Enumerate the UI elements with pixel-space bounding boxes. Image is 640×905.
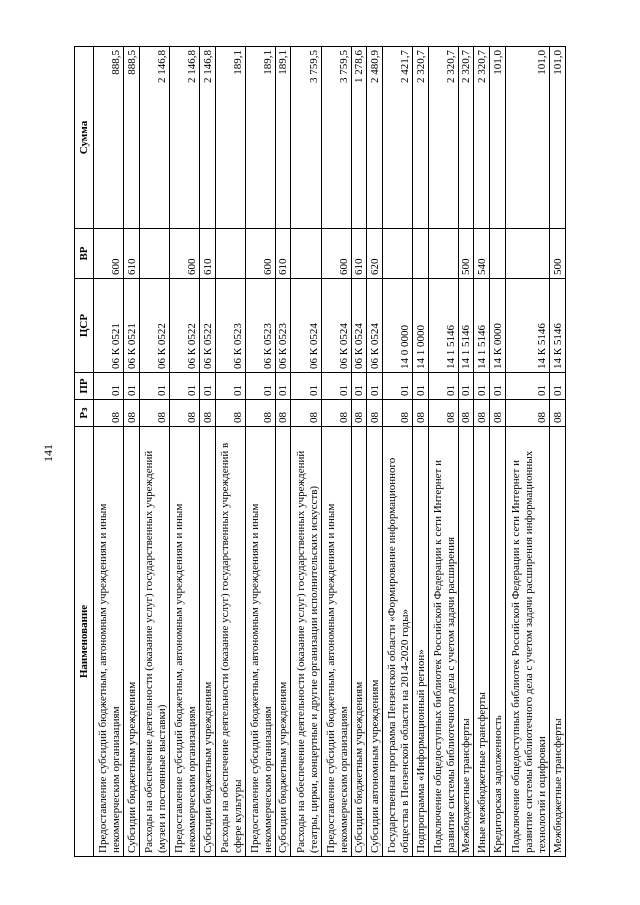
cell-pr: 01 bbox=[474, 373, 490, 400]
table-row bbox=[428, 47, 458, 857]
cell-vr: 600 bbox=[321, 229, 351, 279]
cell-csr: 14 К 5146 bbox=[505, 279, 550, 373]
cell-name: Межбюджетные трансферты bbox=[550, 427, 566, 857]
cell-sum: 2 421,7 bbox=[382, 47, 412, 229]
cell-rz: 08 bbox=[505, 400, 550, 427]
cell-rz: 08 bbox=[382, 400, 412, 427]
cell-sum: 3 759,5 bbox=[321, 47, 351, 229]
cell-rz: 08 bbox=[474, 400, 490, 427]
cell-csr: 06 К 0524 bbox=[321, 279, 351, 373]
cell-vr: 610 bbox=[351, 229, 367, 279]
cell-rz: 08 bbox=[199, 400, 215, 427]
cell-sum: 2 320,7 bbox=[474, 47, 490, 229]
table-row bbox=[550, 47, 566, 857]
table-row bbox=[124, 47, 140, 857]
cell-pr: 01 bbox=[245, 373, 275, 400]
cell-rz: 08 bbox=[550, 400, 566, 427]
table-row bbox=[413, 47, 429, 857]
table-row bbox=[367, 47, 383, 857]
cell-name: Предоставление субсидий бюджетным, автономным учреждениям и иным некоммерческим организациям bbox=[321, 427, 351, 857]
cell-pr: 01 bbox=[505, 373, 550, 400]
cell-pr: 01 bbox=[124, 373, 140, 400]
cell-csr: 14 К 0000 bbox=[490, 279, 506, 373]
cell-sum: 2 320,7 bbox=[428, 47, 458, 229]
cell-vr: 540 bbox=[474, 229, 490, 279]
table-row bbox=[245, 47, 275, 857]
cell-pr: 01 bbox=[169, 373, 199, 400]
cell-sum: 2 320,7 bbox=[413, 47, 429, 229]
cell-pr: 01 bbox=[428, 373, 458, 400]
cell-name: Государственная программа Пензенской области «Формирование информационного общества в Пензенской области на 2014-2020 годы» bbox=[382, 427, 412, 857]
cell-rz: 08 bbox=[291, 400, 321, 427]
table-body bbox=[94, 47, 566, 857]
table-row bbox=[275, 47, 291, 857]
cell-vr: 620 bbox=[367, 229, 383, 279]
cell-pr: 01 bbox=[139, 373, 169, 400]
cell-name: Субсидии бюджетным учреждениям bbox=[275, 427, 291, 857]
cell-csr: 06 К 0523 bbox=[215, 279, 245, 373]
cell-name: Межбюджетные трансферты bbox=[458, 427, 474, 857]
table-row bbox=[321, 47, 351, 857]
cell-pr: 01 bbox=[382, 373, 412, 400]
cell-vr: 600 bbox=[94, 229, 124, 279]
table-row bbox=[351, 47, 367, 857]
cell-name: Расходы на обеспечение деятельности (оказание услуг) государственных учреждений (театры, цирки, концертные и другие организации исполнительских искусств) bbox=[291, 427, 321, 857]
cell-sum: 101,0 bbox=[490, 47, 506, 229]
budget-table-sheet bbox=[74, 47, 566, 857]
cell-sum: 3 759,5 bbox=[291, 47, 321, 229]
cell-sum: 189,1 bbox=[275, 47, 291, 229]
cell-name: Субсидии бюджетным учреждениям bbox=[199, 427, 215, 857]
cell-rz: 08 bbox=[321, 400, 351, 427]
cell-name: Кредиторская задолженность bbox=[490, 427, 506, 857]
cell-vr bbox=[428, 229, 458, 279]
cell-pr: 01 bbox=[275, 373, 291, 400]
cell-name: Субсидии автономным учреждениям bbox=[367, 427, 383, 857]
cell-sum: 888,5 bbox=[94, 47, 124, 229]
cell-vr bbox=[382, 229, 412, 279]
cell-csr: 06 К 0522 bbox=[169, 279, 199, 373]
cell-pr: 01 bbox=[413, 373, 429, 400]
table-row bbox=[474, 47, 490, 857]
cell-sum: 2 146,8 bbox=[169, 47, 199, 229]
cell-csr: 06 К 0524 bbox=[291, 279, 321, 373]
table-row bbox=[490, 47, 506, 857]
page-number: 141 bbox=[41, 444, 55, 462]
cell-vr: 610 bbox=[275, 229, 291, 279]
cell-name: Расходы на обеспечение деятельности (оказание услуг) государственных учреждений в сфере культуры bbox=[215, 427, 245, 857]
cell-vr bbox=[413, 229, 429, 279]
cell-csr: 06 К 0523 bbox=[245, 279, 275, 373]
cell-rz: 08 bbox=[245, 400, 275, 427]
header-csr: ЦСР bbox=[75, 279, 94, 373]
table-row bbox=[458, 47, 474, 857]
cell-name: Предоставление субсидий бюджетным, автономным учреждениям и иным некоммерческим организациям bbox=[245, 427, 275, 857]
cell-pr: 01 bbox=[351, 373, 367, 400]
cell-csr: 14 1 0000 bbox=[413, 279, 429, 373]
cell-pr: 01 bbox=[94, 373, 124, 400]
cell-sum: 189,1 bbox=[215, 47, 245, 229]
cell-csr: 14 К 5146 bbox=[550, 279, 566, 373]
cell-vr: 500 bbox=[550, 229, 566, 279]
cell-name: Иные межбюджетные трансферты bbox=[474, 427, 490, 857]
budget-table bbox=[74, 46, 566, 857]
cell-sum: 101,0 bbox=[505, 47, 550, 229]
cell-csr: 14 1 5146 bbox=[474, 279, 490, 373]
cell-sum: 2 146,8 bbox=[199, 47, 215, 229]
cell-vr: 500 bbox=[458, 229, 474, 279]
header-name: Наименование bbox=[75, 427, 94, 857]
cell-vr: 610 bbox=[199, 229, 215, 279]
cell-vr bbox=[291, 229, 321, 279]
cell-pr: 01 bbox=[291, 373, 321, 400]
cell-rz: 08 bbox=[428, 400, 458, 427]
cell-rz: 08 bbox=[351, 400, 367, 427]
cell-name: Подключение общедоступных библиотек Российской Федерации к сети Интернет и развитие системы библиотечного дела с учетом задачи расширения bbox=[428, 427, 458, 857]
cell-pr: 01 bbox=[550, 373, 566, 400]
cell-rz: 08 bbox=[94, 400, 124, 427]
cell-vr: 610 bbox=[124, 229, 140, 279]
table-header-row bbox=[75, 47, 94, 857]
cell-sum: 189,1 bbox=[245, 47, 275, 229]
cell-rz: 08 bbox=[367, 400, 383, 427]
table-row bbox=[215, 47, 245, 857]
cell-csr: 06 К 0522 bbox=[199, 279, 215, 373]
cell-csr: 06 К 0521 bbox=[94, 279, 124, 373]
cell-rz: 08 bbox=[169, 400, 199, 427]
table-row bbox=[505, 47, 550, 857]
cell-pr: 01 bbox=[199, 373, 215, 400]
cell-name: Расходы на обеспечение деятельности (оказание услуг) государственных учреждений (музеи и постоянные выставки) bbox=[139, 427, 169, 857]
cell-rz: 08 bbox=[458, 400, 474, 427]
cell-name: Подпрограмма «Информационный регион» bbox=[413, 427, 429, 857]
cell-sum: 101,0 bbox=[550, 47, 566, 229]
cell-rz: 08 bbox=[215, 400, 245, 427]
cell-csr: 06 К 0524 bbox=[351, 279, 367, 373]
cell-vr: 600 bbox=[245, 229, 275, 279]
cell-csr: 14 1 5146 bbox=[428, 279, 458, 373]
cell-rz: 08 bbox=[413, 400, 429, 427]
cell-sum: 2 320,7 bbox=[458, 47, 474, 229]
table-row bbox=[169, 47, 199, 857]
cell-csr: 14 0 0000 bbox=[382, 279, 412, 373]
cell-sum: 1 278,6 bbox=[351, 47, 367, 229]
cell-name: Субсидии бюджетным учреждениям bbox=[351, 427, 367, 857]
table-row bbox=[382, 47, 412, 857]
cell-pr: 01 bbox=[458, 373, 474, 400]
cell-pr: 01 bbox=[490, 373, 506, 400]
cell-rz: 08 bbox=[139, 400, 169, 427]
cell-rz: 08 bbox=[124, 400, 140, 427]
cell-vr bbox=[505, 229, 550, 279]
cell-csr: 06 К 0522 bbox=[139, 279, 169, 373]
table-row bbox=[199, 47, 215, 857]
table-row bbox=[291, 47, 321, 857]
cell-sum: 2 146,8 bbox=[139, 47, 169, 229]
cell-name: Предоставление субсидий бюджетным, автономным учреждениям и иным некоммерческим организациям bbox=[94, 427, 124, 857]
header-vr: ВР bbox=[75, 229, 94, 279]
cell-pr: 01 bbox=[321, 373, 351, 400]
table-row bbox=[94, 47, 124, 857]
cell-csr: 14 1 5146 bbox=[458, 279, 474, 373]
cell-vr: 600 bbox=[169, 229, 199, 279]
cell-pr: 01 bbox=[367, 373, 383, 400]
cell-name: Субсидии бюджетным учреждениям bbox=[124, 427, 140, 857]
cell-csr: 06 К 0524 bbox=[367, 279, 383, 373]
cell-sum: 2 480,9 bbox=[367, 47, 383, 229]
cell-vr bbox=[139, 229, 169, 279]
cell-csr: 06 К 0523 bbox=[275, 279, 291, 373]
cell-rz: 08 bbox=[275, 400, 291, 427]
cell-sum: 888,5 bbox=[124, 47, 140, 229]
header-pr: ПР bbox=[75, 373, 94, 400]
table-row bbox=[139, 47, 169, 857]
cell-name: Предоставление субсидий бюджетным, автономным учреждениям и иным некоммерческим организациям bbox=[169, 427, 199, 857]
cell-csr: 06 К 0521 bbox=[124, 279, 140, 373]
cell-pr: 01 bbox=[215, 373, 245, 400]
cell-vr bbox=[215, 229, 245, 279]
header-rz: Рз bbox=[75, 400, 94, 427]
cell-name: Подключение общедоступных библиотек Российской Федерации к сети Интернет и развитие системы библиотечного дела с учетом задачи расширения информационных технологий и оцифровки bbox=[505, 427, 550, 857]
cell-rz: 08 bbox=[490, 400, 506, 427]
cell-vr bbox=[490, 229, 506, 279]
header-sum: Сумма bbox=[75, 47, 94, 229]
